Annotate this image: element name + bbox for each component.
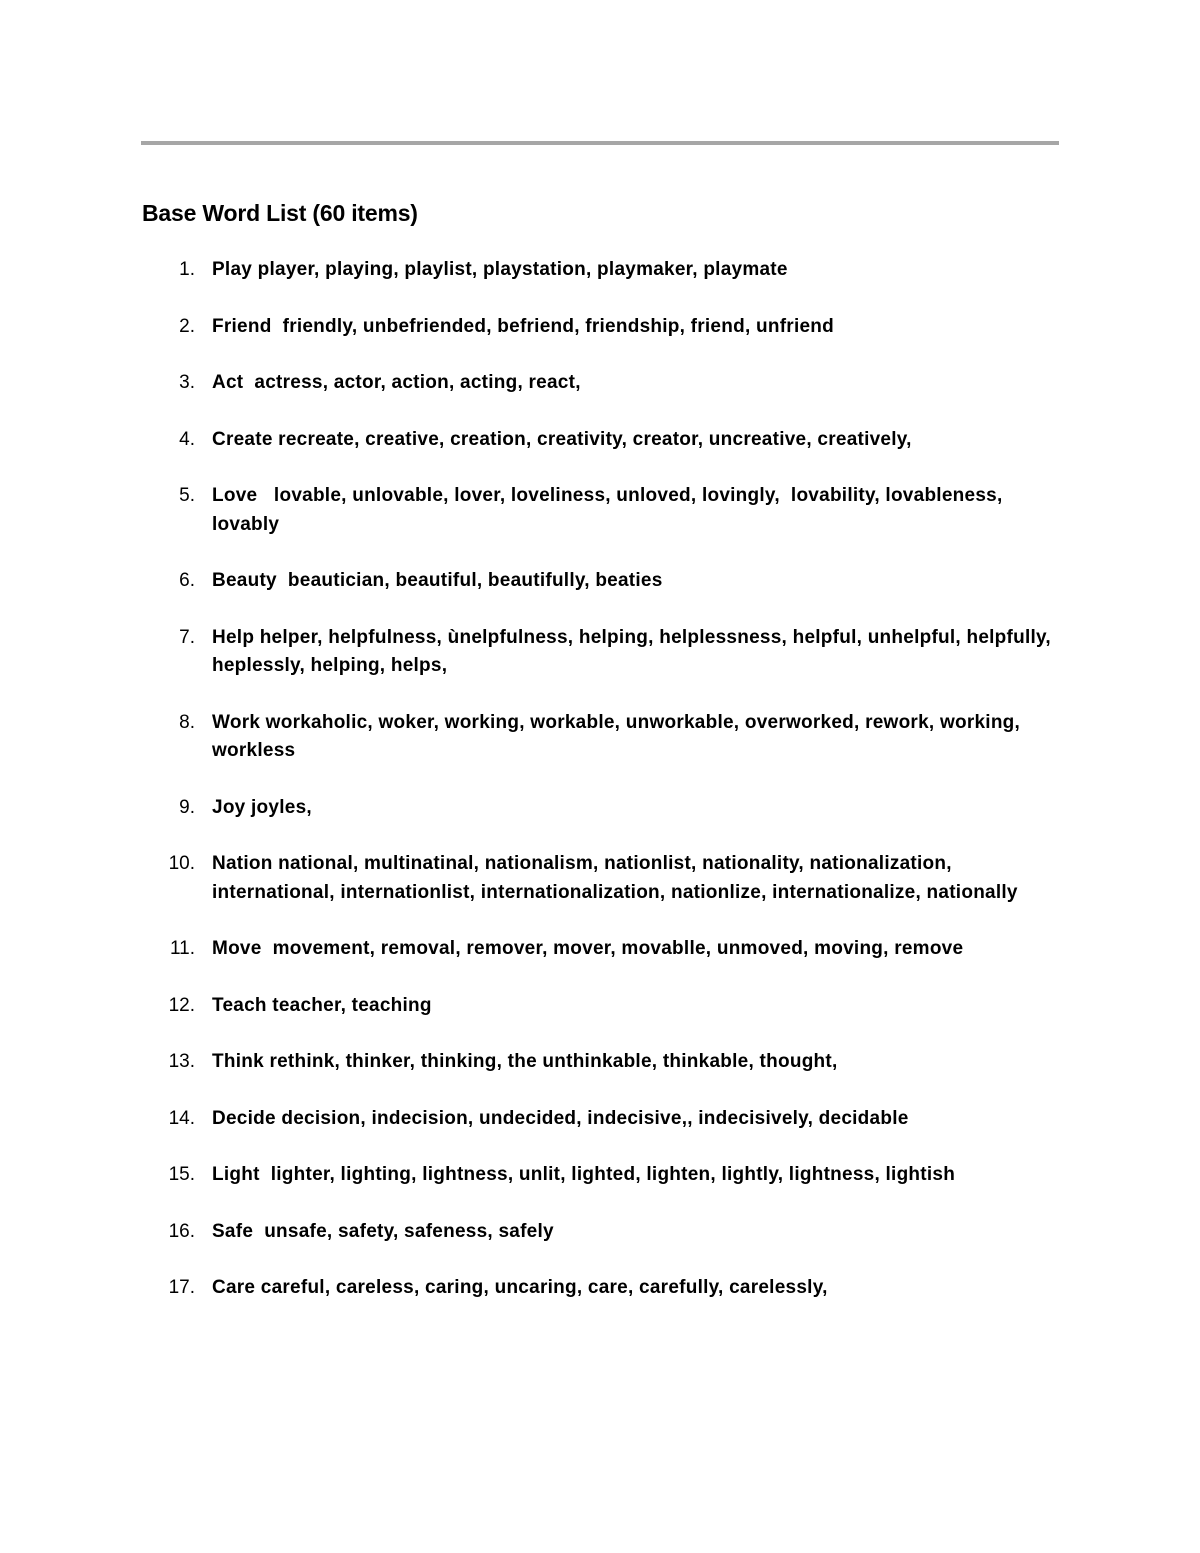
item-text: Help helper, helpfulness, ùnelpfulness, helping, helplessness, helpful, unhelpful, helpfully, heplessly, helping, helps,	[212, 626, 1057, 676]
item-text: Care careful, careless, caring, uncaring, care, carefully, carelessly,	[212, 1277, 828, 1298]
item-text: Work workaholic, woker, working, workable, unworkable, overworked, rework, working, workless	[212, 711, 1026, 761]
item-text: Safe unsafe, safety, safeness, safely	[212, 1220, 554, 1242]
item-text: Beauty beautician, beautiful, beautifully, beaties	[212, 570, 663, 591]
item-text: Love lovable, unlovable, lover, loveliness, unloved, lovingly, lovability, lovableness, lovably	[212, 485, 1009, 535]
item-number: 15.	[168, 1164, 195, 1185]
item-number: 4.	[179, 428, 195, 450]
word-list	[0, 256, 1200, 1331]
list-item	[0, 1105, 1200, 1134]
item-text: Play player, playing, playlist, playstation, playmaker, playmate	[212, 259, 788, 280]
item-number: 5.	[179, 485, 195, 506]
item-number: 1.	[179, 259, 195, 280]
item-text: Joy joyles,	[212, 796, 312, 818]
list-item	[0, 313, 1200, 342]
item-number: 12.	[168, 994, 195, 1016]
item-text: Light lighter, lighting, lightness, unlit, lighted, lighten, lightly, lightness, lightish	[212, 1164, 956, 1185]
list-item	[0, 426, 1200, 455]
item-number: 9.	[179, 796, 195, 818]
list-item	[0, 1161, 1200, 1190]
page-title: Base Word List (60 items)	[142, 200, 418, 226]
item-text: Think rethink, thinker, thinking, the unthinkable, thinkable, thought,	[212, 1051, 838, 1072]
item-number: 7.	[179, 626, 195, 648]
item-text: Nation national, multinatinal, nationalism, nationlist, nationality, nationalization, international, internationlist, internationalization, nationlize, internationalize, nationally	[212, 853, 1018, 903]
item-number: 8.	[179, 711, 195, 733]
item-number: 11.	[169, 938, 195, 959]
item-text: Create recreate, creative, creation, creativity, creator, uncreative, creatively,	[212, 428, 912, 450]
item-number: 2.	[179, 315, 195, 337]
item-number: 16.	[168, 1220, 195, 1242]
item-number: 3.	[179, 372, 195, 393]
list-item	[0, 624, 1200, 681]
item-number: 10.	[168, 853, 195, 874]
list-item	[0, 482, 1200, 539]
item-text: Teach teacher, teaching	[212, 994, 432, 1016]
list-item	[0, 794, 1200, 823]
item-text: Move movement, removal, remover, mover, movablle, unmoved, moving, remove	[212, 938, 964, 959]
list-item	[0, 1218, 1200, 1247]
item-text: Decide decision, indecision, undecided, indecisive,, indecisively, decidable	[212, 1107, 909, 1129]
list-item	[0, 935, 1200, 964]
list-item	[0, 850, 1200, 907]
list-item	[0, 369, 1200, 398]
list-item	[0, 567, 1200, 596]
list-item	[0, 992, 1200, 1021]
item-number: 17.	[168, 1277, 195, 1298]
list-item	[0, 256, 1200, 285]
item-number: 14.	[168, 1107, 195, 1129]
list-item	[0, 1048, 1200, 1077]
list-item	[0, 1274, 1200, 1303]
horizontal-rule	[141, 141, 1059, 145]
item-number: 6.	[179, 570, 195, 591]
item-text: Act actress, actor, action, acting, react,	[212, 372, 581, 393]
item-text: Friend friendly, unbefriended, befriend, friendship, friend, unfriend	[212, 315, 835, 337]
item-number: 13.	[168, 1051, 195, 1072]
list-item	[0, 709, 1200, 766]
